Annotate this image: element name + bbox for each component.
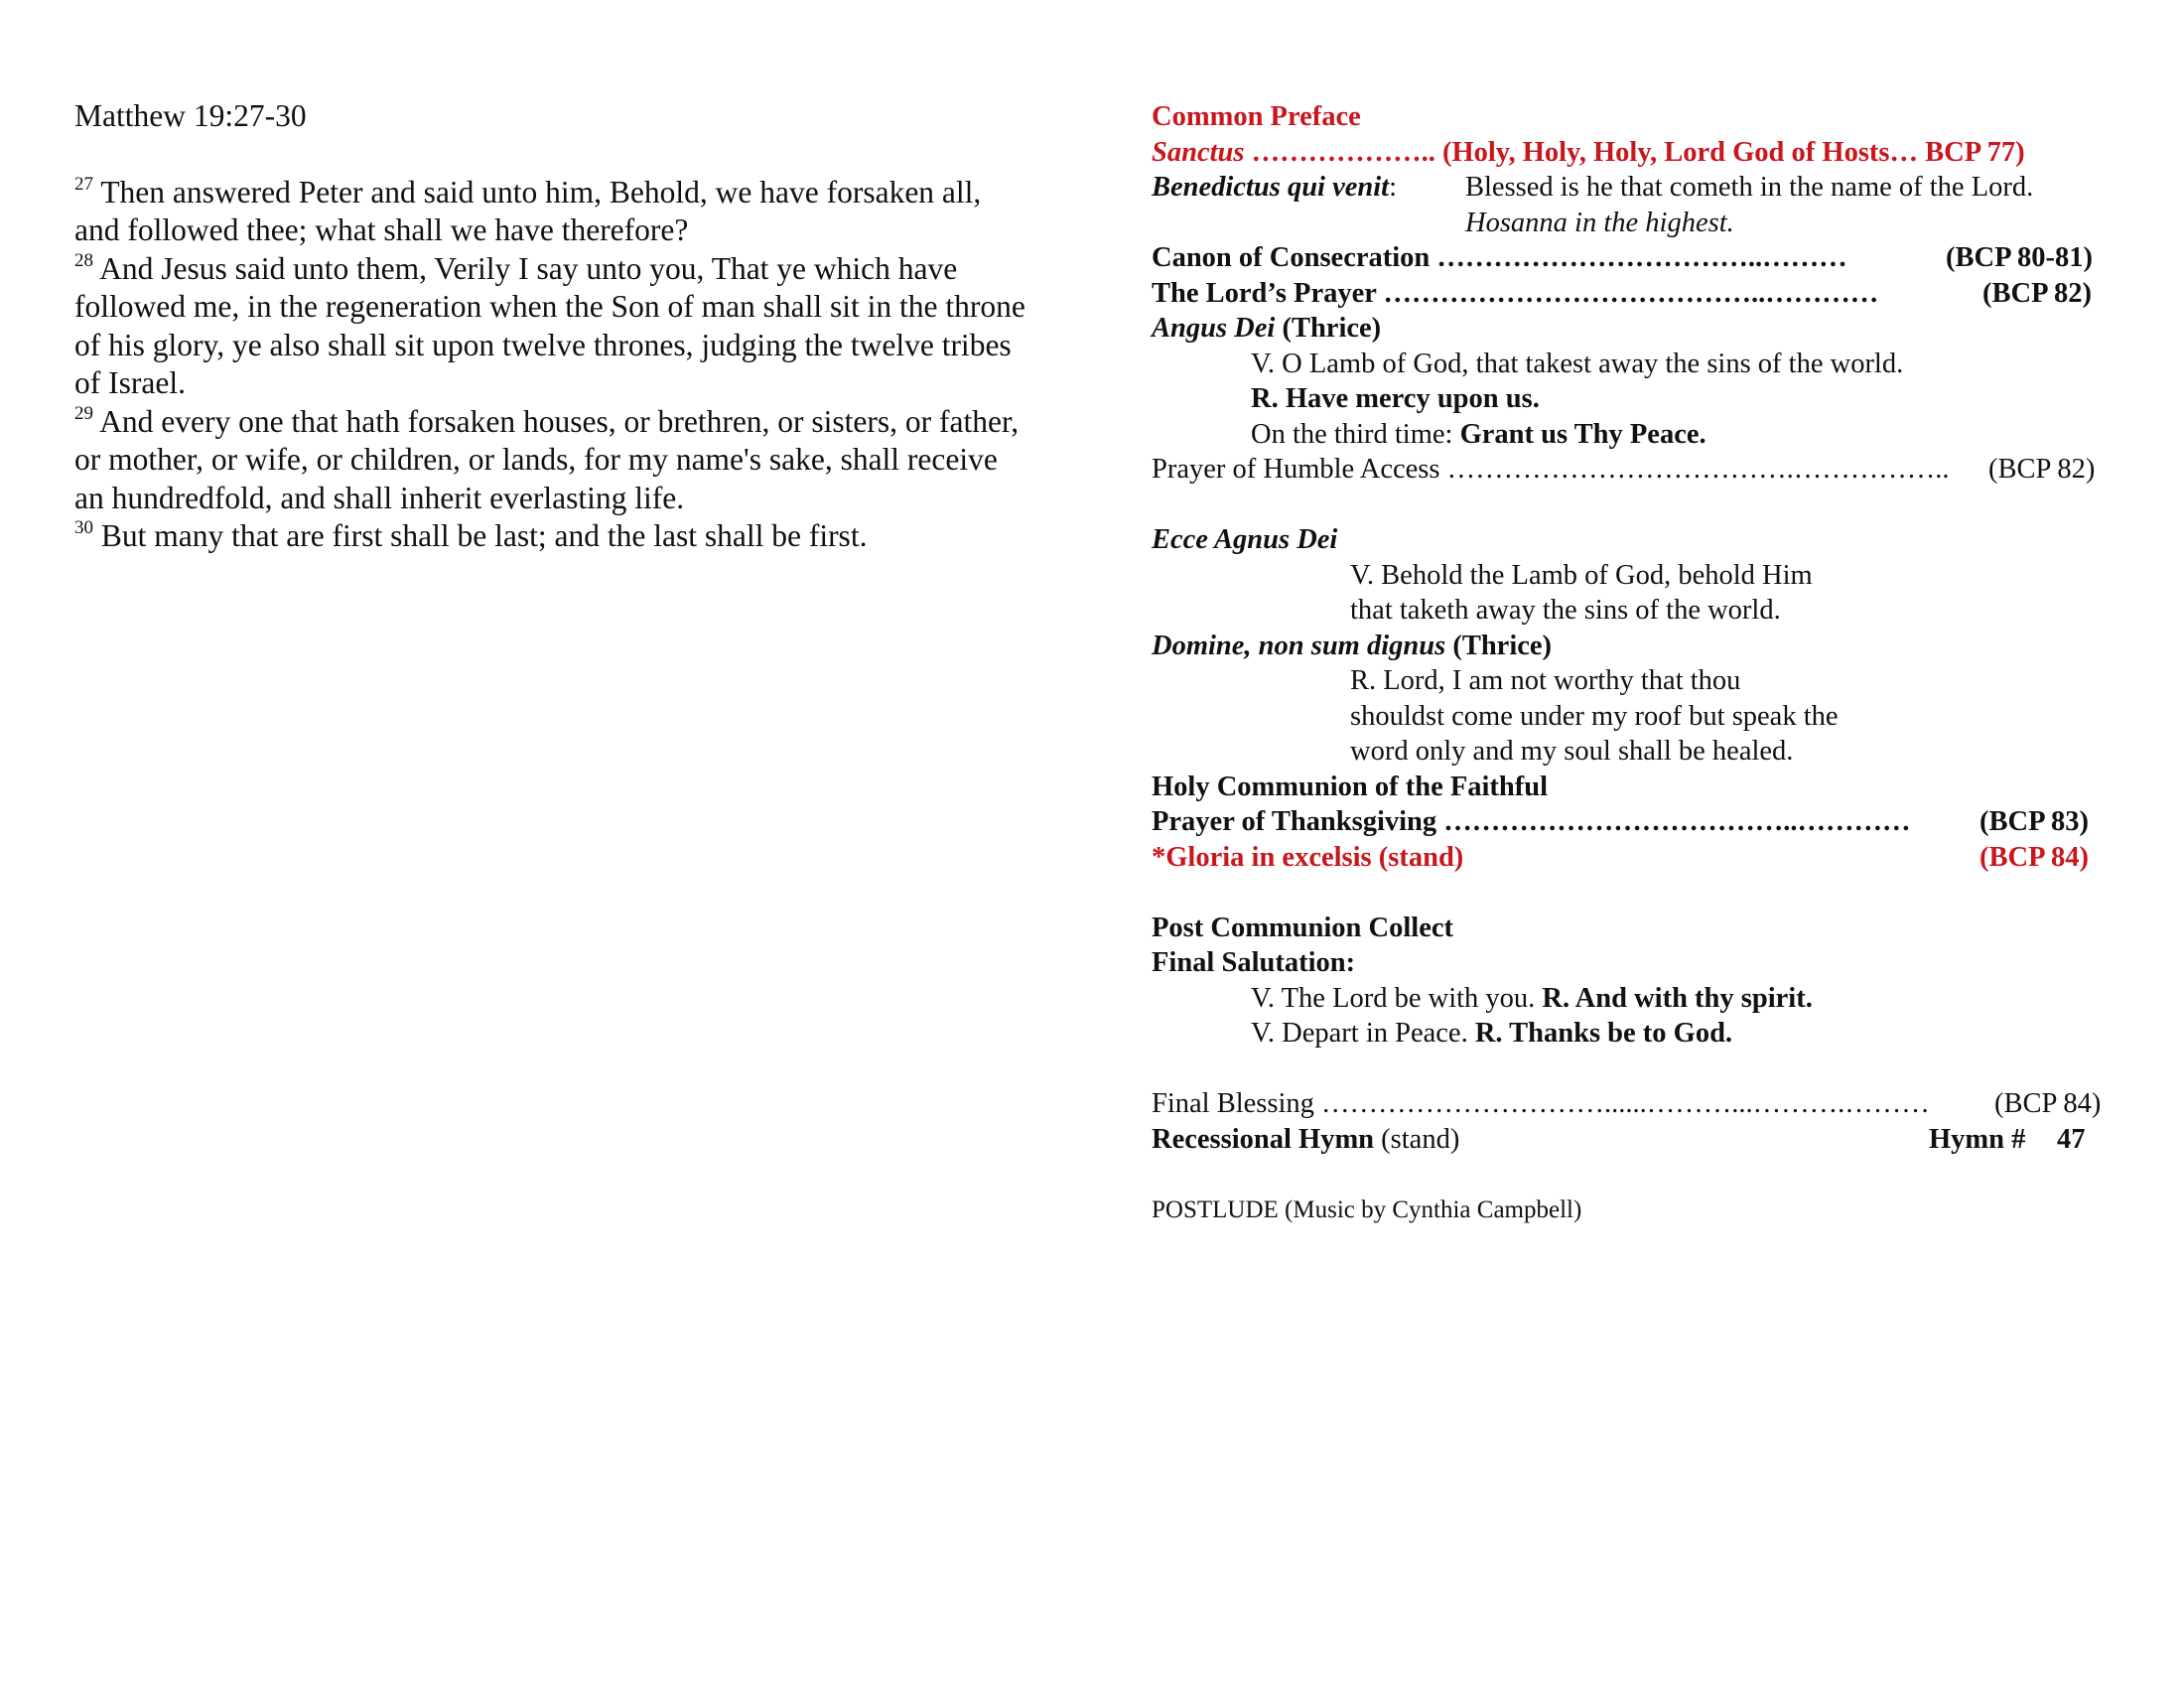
final-blessing-line <box>1152 1086 2124 1122</box>
domine-line <box>1152 629 2124 664</box>
agnus-third-response: Grant us Thy Peace. <box>1459 418 1706 450</box>
agnus-response: R. Have mercy upon us. <box>1251 383 1540 414</box>
verse-text: Then answered Peter and said unto him, Behold, we have forsaken all, and followed thee; what shall we have therefore? <box>74 174 982 247</box>
benedictus-text-2: Hosanna in the highest. <box>1465 207 1734 238</box>
salutation-response-1: R. And with thy spirit. <box>1542 982 1813 1014</box>
recessional-note: (stand) <box>1374 1123 1460 1155</box>
hymn-label: Hymn # <box>1929 1123 2026 1155</box>
recessional-label: Recessional Hymn <box>1152 1123 1375 1155</box>
verse-number: 30 <box>74 517 93 538</box>
sanctus-label: Sanctus <box>1152 136 1245 168</box>
humble-access-line <box>1152 452 2124 488</box>
spacer <box>1152 1157 2124 1193</box>
thanksgiving-line <box>1152 804 2124 840</box>
agnus-line <box>1152 311 2124 347</box>
post-communion-heading: Post Communion Collect <box>1152 912 1453 943</box>
final-blessing-reference: (BCP 84) <box>1994 1088 2102 1119</box>
agnus-label: Angus Dei <box>1152 313 1276 344</box>
reading-reference: Matthew 19:27-30 <box>74 98 307 133</box>
benedictus-text-1: Blessed is he that cometh in the name of the Lord. <box>1465 172 2034 203</box>
sanctus-reference: (Holy, Holy, Holy, Lord God of Hosts… BCP 77) <box>1441 136 2025 168</box>
ecce-line-2: that taketh away the sins of the world. <box>1350 595 1781 626</box>
order-of-service <box>1152 99 2124 1227</box>
holy-communion-heading: Holy Communion of the Faithful <box>1152 771 1549 802</box>
salutation-response-2: R. Thanks be to God. <box>1474 1018 1733 1049</box>
spacer <box>1152 875 2124 911</box>
verse-text: But many that are first shall be last; and the last shall be first. <box>100 518 868 553</box>
agnus-note: (Thrice) <box>1275 313 1382 344</box>
gloria-reference: (BCP 84) <box>1979 841 2090 873</box>
common-preface-heading: Common Preface <box>1152 101 1361 132</box>
verse-text: And every one that hath forsaken houses, or brethren, or sisters, or father, or mother, or wife, or children, or lands, for my name's sake, shall receive an hundredfold, and shall inherit everlasting life. <box>74 403 1020 515</box>
scripture-reading <box>74 97 1027 556</box>
agnus-versicle: V. O Lamb of God, that takest away the sins of the world. <box>1251 348 1904 379</box>
lords-prayer-leader: …………………………………..………… <box>1383 277 1879 309</box>
benedictus-colon: : <box>1389 172 1398 203</box>
final-blessing-leader: …………………………......………...……….……… <box>1321 1088 1930 1119</box>
verse-27 <box>74 174 1027 250</box>
domine-line-3: word only and my soul shall be healed. <box>1350 736 1794 767</box>
agnus-third-line <box>1152 417 2124 453</box>
spacer <box>1152 488 2124 523</box>
lords-prayer-reference: (BCP 82) <box>1982 277 2093 309</box>
ecce-heading: Ecce Agnus Dei <box>1152 524 1338 555</box>
spacer <box>1152 1052 2124 1087</box>
domine-line-2: shouldst come under my roof but speak the <box>1350 700 1839 732</box>
thanksgiving-reference: (BCP 83) <box>1979 806 2090 837</box>
postlude: POSTLUDE (Music by Cynthia Campbell) <box>1152 1196 1582 1223</box>
verse-30 <box>74 517 1027 556</box>
verse-text: And Jesus said unto them, Verily I say unto you, That ye which have followed me, in the regeneration when the Son of man shall sit in the throne of his glory, ye also shall sit upon twelve thrones, judging the twelve tribes of Israel. <box>74 250 1025 400</box>
sanctus-line <box>1152 135 2124 171</box>
domine-line-1: R. Lord, I am not worthy that thou <box>1350 665 1741 696</box>
verse-number: 29 <box>74 402 93 424</box>
humble-access-reference: (BCP 82) <box>1988 454 2096 485</box>
salutation-line-1 <box>1152 981 2124 1017</box>
verse-28 <box>74 250 1027 403</box>
hymn-number: 47 <box>2057 1123 2086 1155</box>
ecce-line-1: V. Behold the Lamb of God, behold Him <box>1350 559 1813 591</box>
canon-label: Canon of Consecration <box>1152 242 1437 273</box>
benedictus-line-2 <box>1152 206 2124 241</box>
salutation-versicle-1: V. The Lord be with you. <box>1251 982 1543 1014</box>
salutation-versicle-2: V. Depart in Peace. <box>1251 1018 1475 1049</box>
gloria-label: *Gloria in excelsis (stand) <box>1152 841 1464 873</box>
thanksgiving-leader: ………………………………..………… <box>1443 806 1911 837</box>
canon-leader: ……………………………..……… <box>1436 242 1847 273</box>
final-blessing-label: Final Blessing <box>1152 1088 1322 1119</box>
agnus-third-prefix: On the third time: <box>1251 418 1460 450</box>
canon-reference: (BCP 80-81) <box>1946 242 2094 273</box>
benedictus-label: Benedictus qui venit <box>1152 172 1390 203</box>
recessional-line <box>1152 1122 2124 1158</box>
lords-prayer-label: The Lord’s Prayer <box>1152 277 1384 309</box>
domine-note: (Thrice) <box>1445 630 1553 661</box>
verse-29 <box>74 403 1027 518</box>
gloria-line <box>1152 840 2124 876</box>
benedictus-line <box>1152 170 2124 206</box>
thanksgiving-label: Prayer of Thanksgiving <box>1152 806 1444 837</box>
lords-prayer-line <box>1152 276 2124 312</box>
reading-text <box>74 174 1027 556</box>
verse-number: 28 <box>74 249 93 271</box>
humble-access-leader: ……………………………….…………….. <box>1446 454 1950 485</box>
final-salutation-heading: Final Salutation: <box>1152 947 1356 978</box>
sanctus-leader: ……………….. <box>1244 136 1442 168</box>
humble-access-label: Prayer of Humble Access <box>1152 454 1447 485</box>
canon-line <box>1152 240 2124 276</box>
salutation-line-2 <box>1152 1016 2124 1052</box>
verse-number: 27 <box>74 173 93 195</box>
domine-label: Domine, non sum dignus <box>1152 630 1446 661</box>
